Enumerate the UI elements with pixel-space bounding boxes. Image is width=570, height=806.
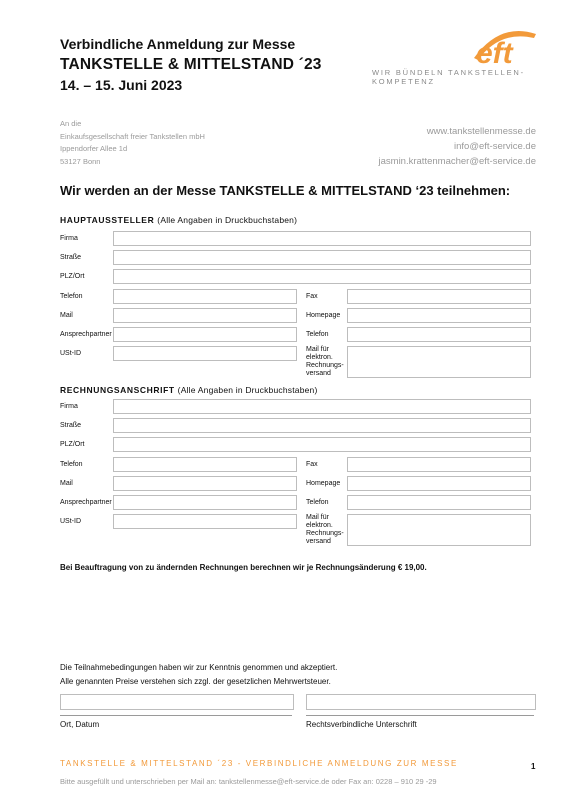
footer-instructions: Bitte ausgefüllt und unterschrieben per Mail an: tankstellenmesse@eft-service.de oder Fax an: 0228 – 910 29 -29 [60,777,437,786]
billing-telefon2-field[interactable] [347,495,531,510]
label-strasse: Straße [60,254,82,261]
address-line: Ippendorfer Allee 1d [60,144,128,153]
address-line: 53127 Bonn [60,156,101,166]
ansprechpartner-field[interactable] [113,327,297,342]
mail-rechnung-field[interactable] [347,346,531,378]
terms-text [60,661,337,689]
label-plz: PLZ/Ort [60,441,85,448]
place-date-field[interactable] [60,694,294,710]
plz-ort-field[interactable] [113,269,531,284]
telefon-field[interactable] [113,289,297,304]
label-ustid: USt-ID [60,350,81,357]
label-place-date: Ort, Datum [60,720,100,729]
event-date: 14. – 15. Juni 2023 [60,77,183,93]
billing-plz-ort-field[interactable] [113,437,531,452]
address-line: Einkaufsgesellschaft freier Tankstellen mbH [60,131,205,141]
invoice-change-fee-note: Bei Beauftragung von zu ändernden Rechnungen berechnen wir je Rechnungsänderung € 19,00. [60,563,427,572]
label-homepage: Homepage [306,480,341,487]
fax-field[interactable] [347,289,531,304]
page-number: 1 [531,762,536,771]
label-mail-rechnung: Mail für elektron. Rechnungs-versand [306,514,344,545]
billing-telefon-field[interactable] [113,457,297,472]
logo-text: eft [476,37,513,68]
divider [60,715,292,716]
address-line: An die [60,119,82,128]
telefon2-field[interactable] [347,327,531,342]
eft-logo [470,28,540,68]
mail-field[interactable] [113,308,297,323]
billing-mail-field[interactable] [113,476,297,491]
label-ustid: USt-ID [60,518,81,525]
label-firma: Firma [60,235,78,242]
label-strasse: Straße [60,422,82,429]
section-title-main-exhibitor [60,215,297,225]
email-link[interactable]: jasmin.krattenmacher@eft-service.de [378,156,536,167]
label-mail: Mail [60,312,73,319]
event-name: TANKSTELLE & MITTELSTAND ´23 [60,56,322,73]
signature-field[interactable] [306,694,536,710]
website-link[interactable]: www.tankstellenmesse.de [426,126,536,137]
contact-block [379,124,536,169]
divider [306,715,534,716]
section-note: (Alle Angaben in Druckbuchstaben) [157,215,298,225]
label-telefon2: Telefon [306,331,329,338]
terms-line: Alle genannten Preise verstehen sich zzgl. der gesetzlichen Mehrwertsteuer. [60,677,331,686]
label-ansprechpartner: Ansprechpartner [60,499,112,506]
label-telefon2: Telefon [306,499,329,506]
label-signature: Rechtsverbindliche Unterschrift [306,720,417,729]
label-fax: Fax [306,293,318,300]
label-fax: Fax [306,461,318,468]
email-link[interactable]: info@eft-service.de [454,141,536,152]
label-mail: Mail [60,480,73,487]
label-firma: Firma [60,403,78,410]
billing-homepage-field[interactable] [347,476,531,491]
firma-field[interactable] [113,231,531,246]
form-title: Verbindliche Anmeldung zur Messe [60,36,296,52]
billing-mail-rechnung-field[interactable] [347,514,531,546]
label-plz: PLZ/Ort [60,273,85,280]
strasse-field[interactable] [113,250,531,265]
label-mail-rechnung: Mail für elektron. Rechnungs-versand [306,346,344,377]
label-ansprechpartner: Ansprechpartner [60,331,112,338]
homepage-field[interactable] [347,308,531,323]
billing-firma-field[interactable] [113,399,531,414]
terms-line: Die Teilnahmebedingungen haben wir zur Kenntnis genommen und akzeptiert. [60,663,338,672]
tagline: WIR BÜNDELN TANKSTELLEN-KOMPETENZ [372,68,525,86]
section-title-billing [60,385,318,395]
ustid-field[interactable] [113,346,297,361]
billing-fax-field[interactable] [347,457,531,472]
billing-ustid-field[interactable] [113,514,297,529]
footer-title: TANKSTELLE & MITTELSTAND ´23 - VERBINDLICHE ANMELDUNG ZUR MESSE [60,759,458,768]
section-title: HAUPTAUSSTELLER [60,215,155,225]
billing-strasse-field[interactable] [113,418,531,433]
label-telefon: Telefon [60,293,83,300]
label-homepage: Homepage [306,312,341,319]
billing-ansprechpartner-field[interactable] [113,495,297,510]
participation-statement: Wir werden an der Messe TANKSTELLE & MITTELSTAND ‘23 teilnehmen: [60,183,511,198]
label-telefon: Telefon [60,461,83,468]
section-title: RECHNUNGSANSCHRIFT [60,385,175,395]
recipient-address [60,118,205,168]
section-note: (Alle Angaben in Druckbuchstaben) [177,385,318,395]
